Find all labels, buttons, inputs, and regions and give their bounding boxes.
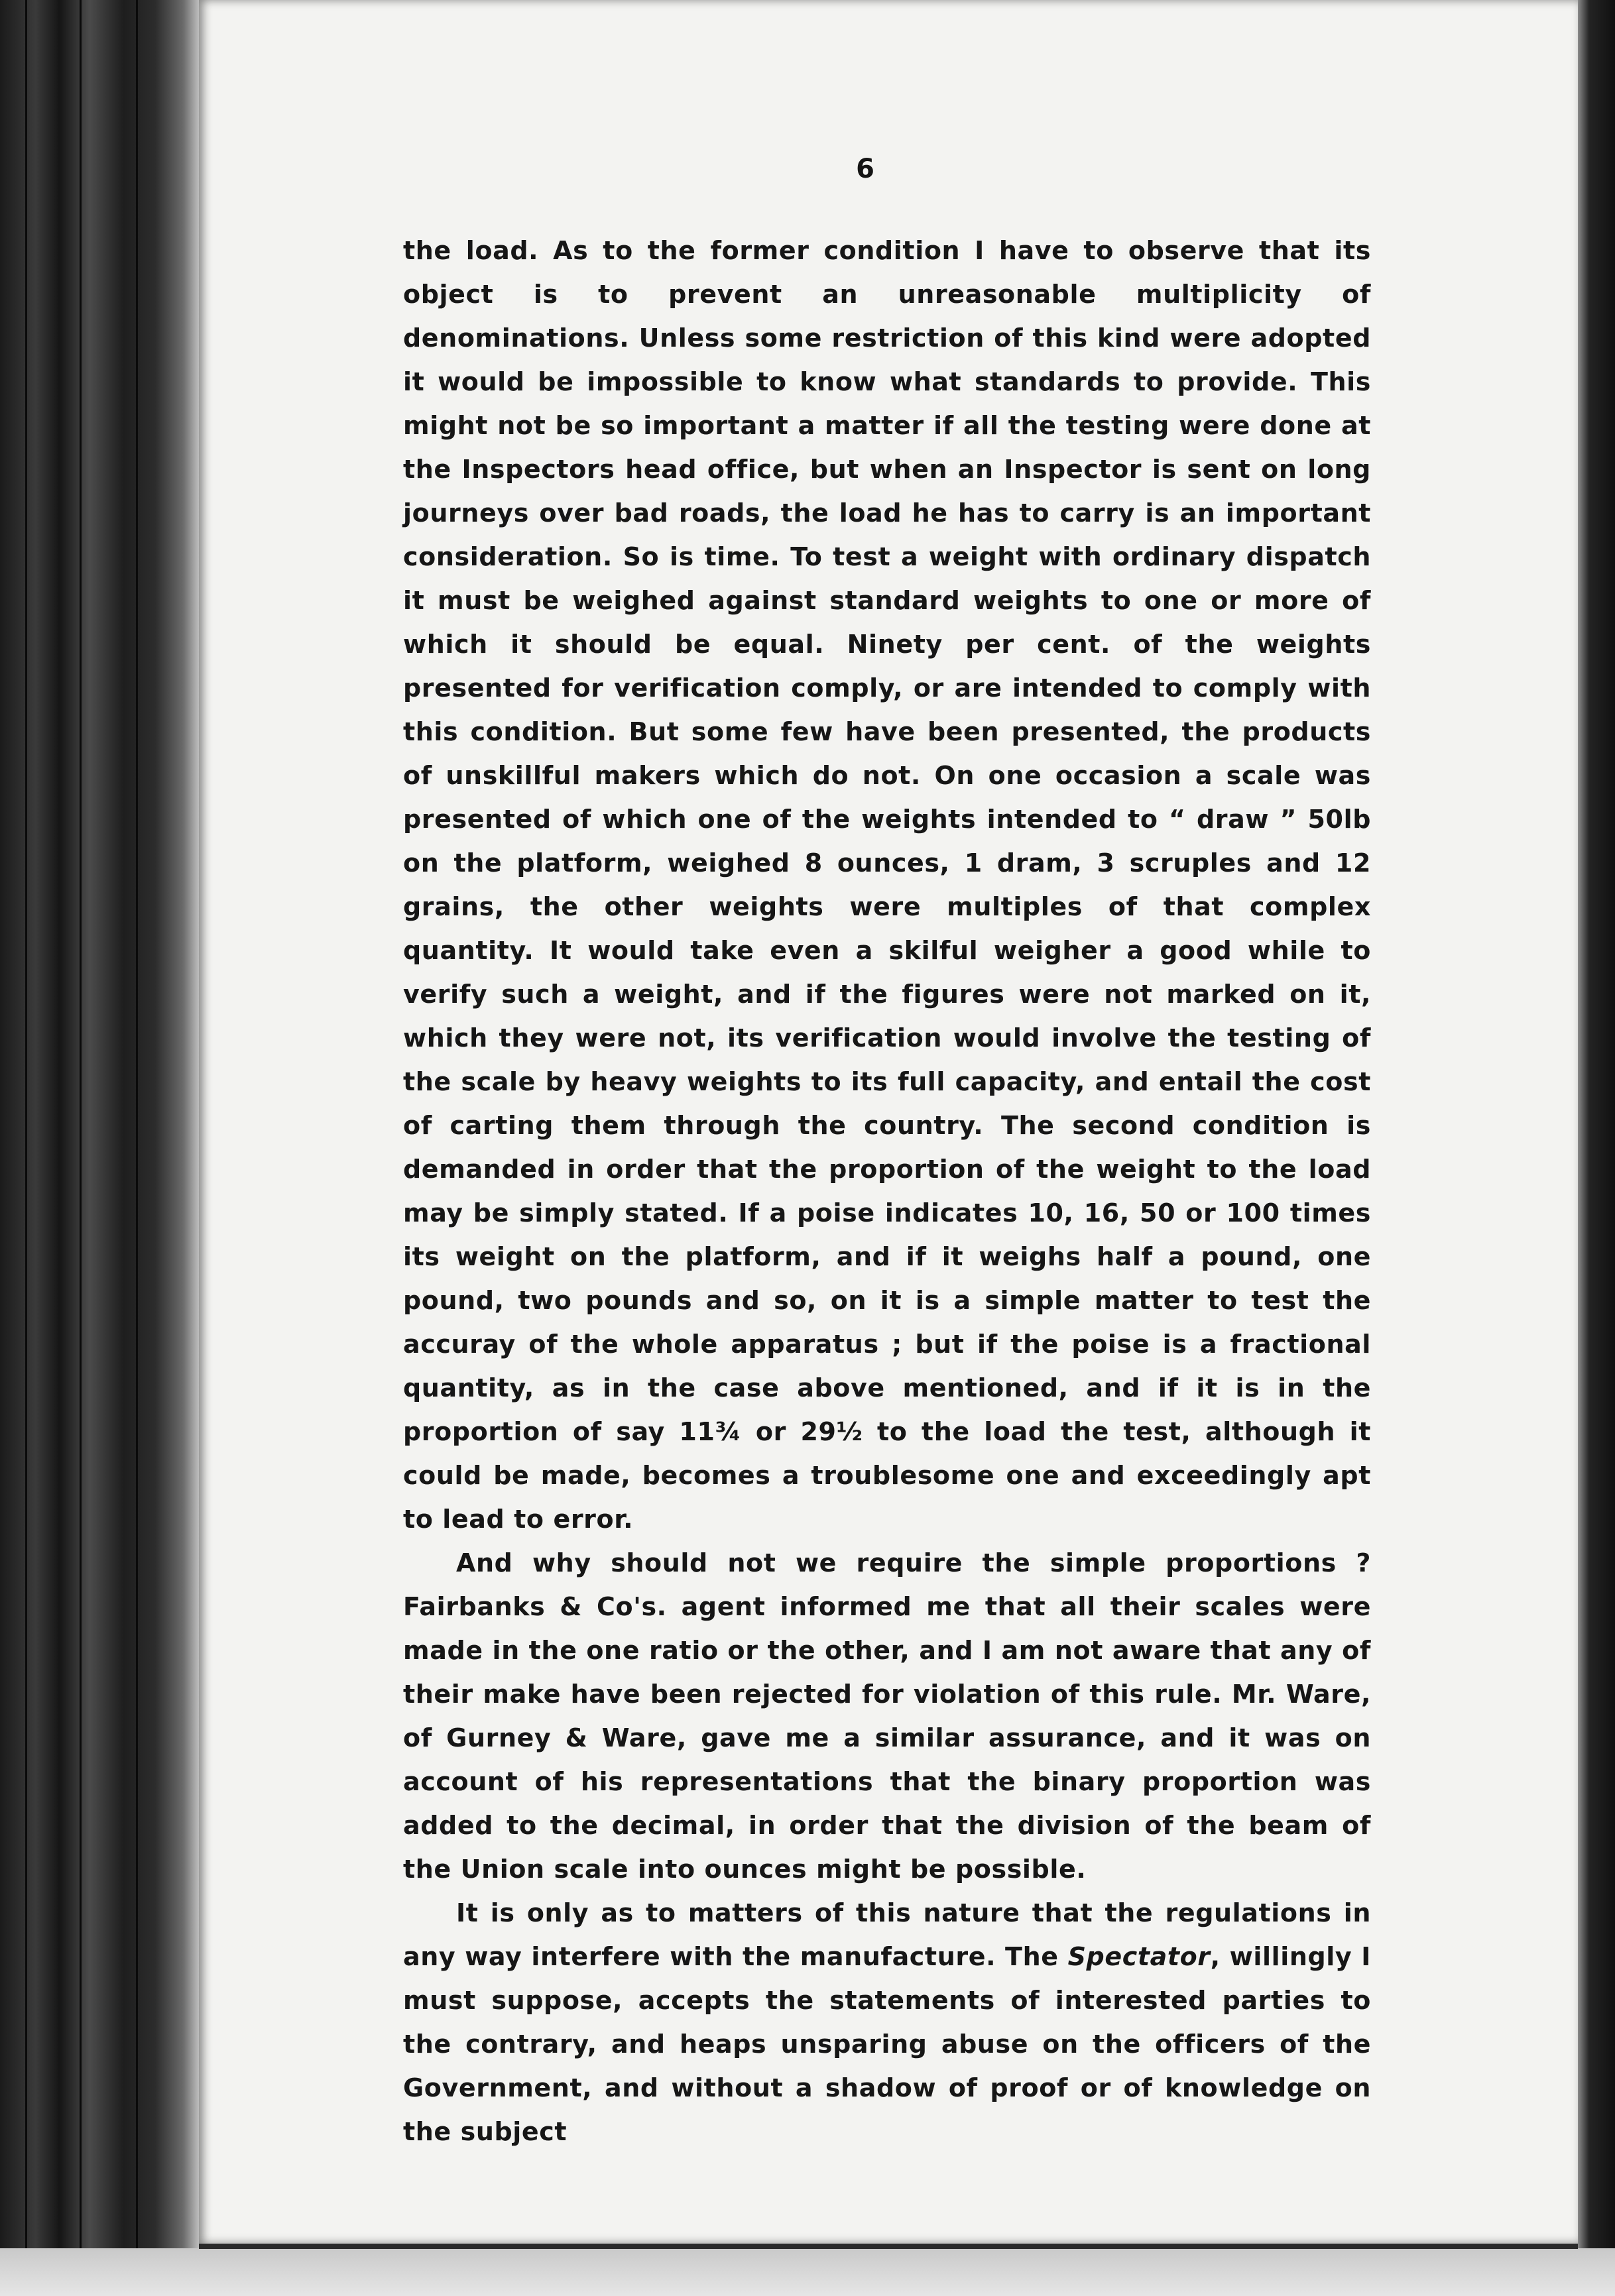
body-text — [403, 229, 1371, 2153]
paragraph-3 — [403, 1891, 1371, 2153]
binding-edge-line — [136, 0, 138, 2296]
binding-edge-line — [25, 0, 27, 2296]
paragraph-1: the load. As to the former condition I have to observe that its object is to prevent an unreasonable multiplicity of denominations. Unless some restriction of this kind were adopted it would be impossible to know what standards to provide. This might not be so important a matter if all the testing were done at the Inspectors head office, but when an Inspector is sent on long journeys over bad roads, the load he has to carry is an important consideration. So is time. To test a weight with ordinary dispatch it must be weighed against standard weights to one or more of which it should be equal. Ninety per cent. of the weights presented for verification comply, or are intended to comply with this condition. But some few have been presented, the products of unskillful makers which do not. On one occasion a scale was presented of which one of the weights intended to “ draw ” 50lb on the platform, weighed 8 ounces, 1 dram, 3 scruples and 12 grains, the other weights were multiples of that complex quantity. It would take even a skilful weigher a good while to verify such a weight, and if the figures were not marked on it, which they were not, its verification would involve the testing of the scale by heavy weights to its full capacity, and entail the cost of carting them through the country. The second condition is demanded in order that the proportion of the weight to the load may be simply stated. If a poise indicates 10, 16, 50 or 100 times its weight on the platform, and if it weighs half a pound, one pound, two pounds and so, on it is a simple matter to test the accuray of the whole apparatus ; but if the poise is a fractional quantity, as in the case above mentioned, and if it is in the proportion of say 11¾ or 29½ to the load the test, although it could be made, becomes a troublesome one and exceedingly apt to lead to error. — [403, 236, 1371, 1534]
binding-edge-line — [80, 0, 82, 2296]
book-binding — [0, 0, 199, 2296]
paragraph-3-start: It is only as to matters of this nature that the regulations in any way interfere with the manufacture. The — [403, 1898, 1371, 1971]
paragraph-2: And why should not we require the simple proportions ? Fairbanks & Co's. agent informed me that all their scales were made in the one ratio or the other, and I am not aware that any of their make have been rejected for violation of this rule. Mr. Ware, of Gurney & Ware, gave me a similar assurance, and it was on account of his representations that the binary proportion was added to the decimal, in order that the division of the beam of the Union scale into ounces might be possible. — [403, 1548, 1371, 1884]
scan-bottom-margin — [0, 2248, 1615, 2296]
facing-page-edge — [1578, 0, 1615, 2296]
publication-title: Spectator — [1067, 1942, 1211, 1971]
page-number: 6 — [856, 154, 874, 184]
paragraph-3-end: , willingly I must suppose, accepts the statements of interested parties to the contrary, and heaps unsparing abuse on the officers of the Government, and without a shadow of proof or of knowledge on the subject — [403, 1942, 1371, 2146]
